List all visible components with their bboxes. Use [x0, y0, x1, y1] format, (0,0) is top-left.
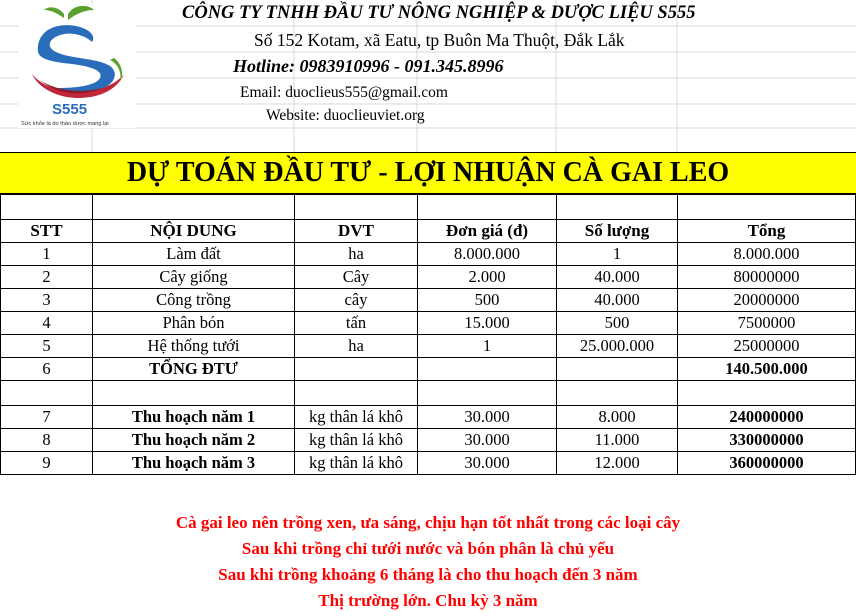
total-row	[1, 358, 856, 381]
header-content: NỘI DUNG	[93, 220, 295, 243]
header-unit: DVT	[295, 220, 418, 243]
cell: 8.000.000	[678, 243, 856, 266]
title-bar	[0, 152, 856, 194]
table-header-row	[1, 220, 856, 243]
cell: ha	[295, 243, 418, 266]
harvest-row	[1, 406, 856, 429]
cell: 500	[418, 289, 557, 312]
letterhead	[0, 0, 856, 152]
cell: 1	[557, 243, 678, 266]
table-row	[1, 312, 856, 335]
cell	[418, 358, 557, 381]
company-logo	[18, 4, 136, 128]
cell: 240000000	[678, 406, 856, 429]
header-total: Tổng	[678, 220, 856, 243]
cell	[295, 358, 418, 381]
cell: kg thân lá khô	[295, 429, 418, 452]
cell: 330000000	[678, 429, 856, 452]
cell: 25000000	[678, 335, 856, 358]
cell: Cây giống	[93, 266, 295, 289]
header-unit-price: Đơn giá (đ)	[418, 220, 557, 243]
cell: 80000000	[678, 266, 856, 289]
note-line: Cà gai leo nên trồng xen, ưa sáng, chịu hạn tốt nhất trong các loại cây	[175, 513, 681, 532]
cell: 15.000	[418, 312, 557, 335]
cell: Cây	[295, 266, 418, 289]
total-value: 140.500.000	[678, 358, 856, 381]
cell: 40.000	[557, 266, 678, 289]
budget-table	[0, 194, 856, 475]
cell: Phân bón	[93, 312, 295, 335]
cell: 11.000	[557, 429, 678, 452]
cell: Thu hoạch năm 3	[93, 452, 295, 475]
email: Email: duoclieus555@gmail.com	[240, 84, 448, 101]
cell: 9	[1, 452, 93, 475]
note-line: Sau khi trồng khoảng 6 tháng là cho thu hoạch đến 3 năm	[218, 565, 638, 584]
cell: 30.000	[418, 406, 557, 429]
table-row	[1, 266, 856, 289]
cell: 8.000	[557, 406, 678, 429]
cell: 1	[1, 243, 93, 266]
hotline: Hotline: 0983910996 - 091.345.8996	[233, 56, 504, 76]
harvest-row	[1, 429, 856, 452]
header-quantity: Số lượng	[557, 220, 678, 243]
cell: tấn	[295, 312, 418, 335]
cell: Thu hoạch năm 2	[93, 429, 295, 452]
cell: 8.000.000	[418, 243, 557, 266]
spacer-row	[1, 381, 856, 406]
cell: 6	[1, 358, 93, 381]
cell: kg thân lá khô	[295, 452, 418, 475]
table-row	[1, 289, 856, 312]
cell: ha	[295, 335, 418, 358]
total-label: TỔNG ĐTƯ	[93, 358, 295, 381]
sheet-title: DỰ TOÁN ĐẦU TƯ - LỢI NHUẬN CÀ GAI LEO	[126, 157, 730, 188]
harvest-row	[1, 452, 856, 475]
cell: 40.000	[557, 289, 678, 312]
cell: 4	[1, 312, 93, 335]
cell: 2	[1, 266, 93, 289]
svg-text:Sức khỏe là do thảo dược mang: Sức khỏe là do thảo dược mang lại	[21, 121, 109, 127]
cell: 30.000	[418, 429, 557, 452]
blank-row	[1, 195, 856, 220]
note-line: Sau khi trồng chỉ tưới nước và bón phân là chủ yếu	[241, 539, 615, 558]
cell: 360000000	[678, 452, 856, 475]
cell: Công trồng	[93, 289, 295, 312]
notes	[0, 510, 856, 614]
website: Website: duoclieuviet.org	[266, 107, 425, 124]
note-line: Thị trường lớn. Chu kỳ 3 năm	[318, 591, 538, 610]
header-stt: STT	[1, 220, 93, 243]
cell: 7500000	[678, 312, 856, 335]
table-row	[1, 243, 856, 266]
s555-logo-icon	[18, 4, 136, 128]
cell: 1	[418, 335, 557, 358]
cell: 2.000	[418, 266, 557, 289]
cell: 20000000	[678, 289, 856, 312]
cell: Làm đất	[93, 243, 295, 266]
cell: 5	[1, 335, 93, 358]
cell: 30.000	[418, 452, 557, 475]
company-name: CÔNG TY TNHH ĐẦU TƯ NÔNG NGHIỆP & DƯỢC LIỆU S555	[182, 3, 696, 23]
cell: 3	[1, 289, 93, 312]
cell: Thu hoạch năm 1	[93, 406, 295, 429]
cell: 12.000	[557, 452, 678, 475]
cell: 7	[1, 406, 93, 429]
cell: 8	[1, 429, 93, 452]
svg-text:S555: S555	[52, 101, 88, 118]
cell: 25.000.000	[557, 335, 678, 358]
cell: 500	[557, 312, 678, 335]
table-row	[1, 335, 856, 358]
cell: kg thân lá khô	[295, 406, 418, 429]
cell	[557, 358, 678, 381]
cell: Hệ thống tưới	[93, 335, 295, 358]
cell: cây	[295, 289, 418, 312]
company-address: Số 152 Kotam, xã Eatu, tp Buôn Ma Thuột, Đắk Lắk	[254, 30, 625, 50]
